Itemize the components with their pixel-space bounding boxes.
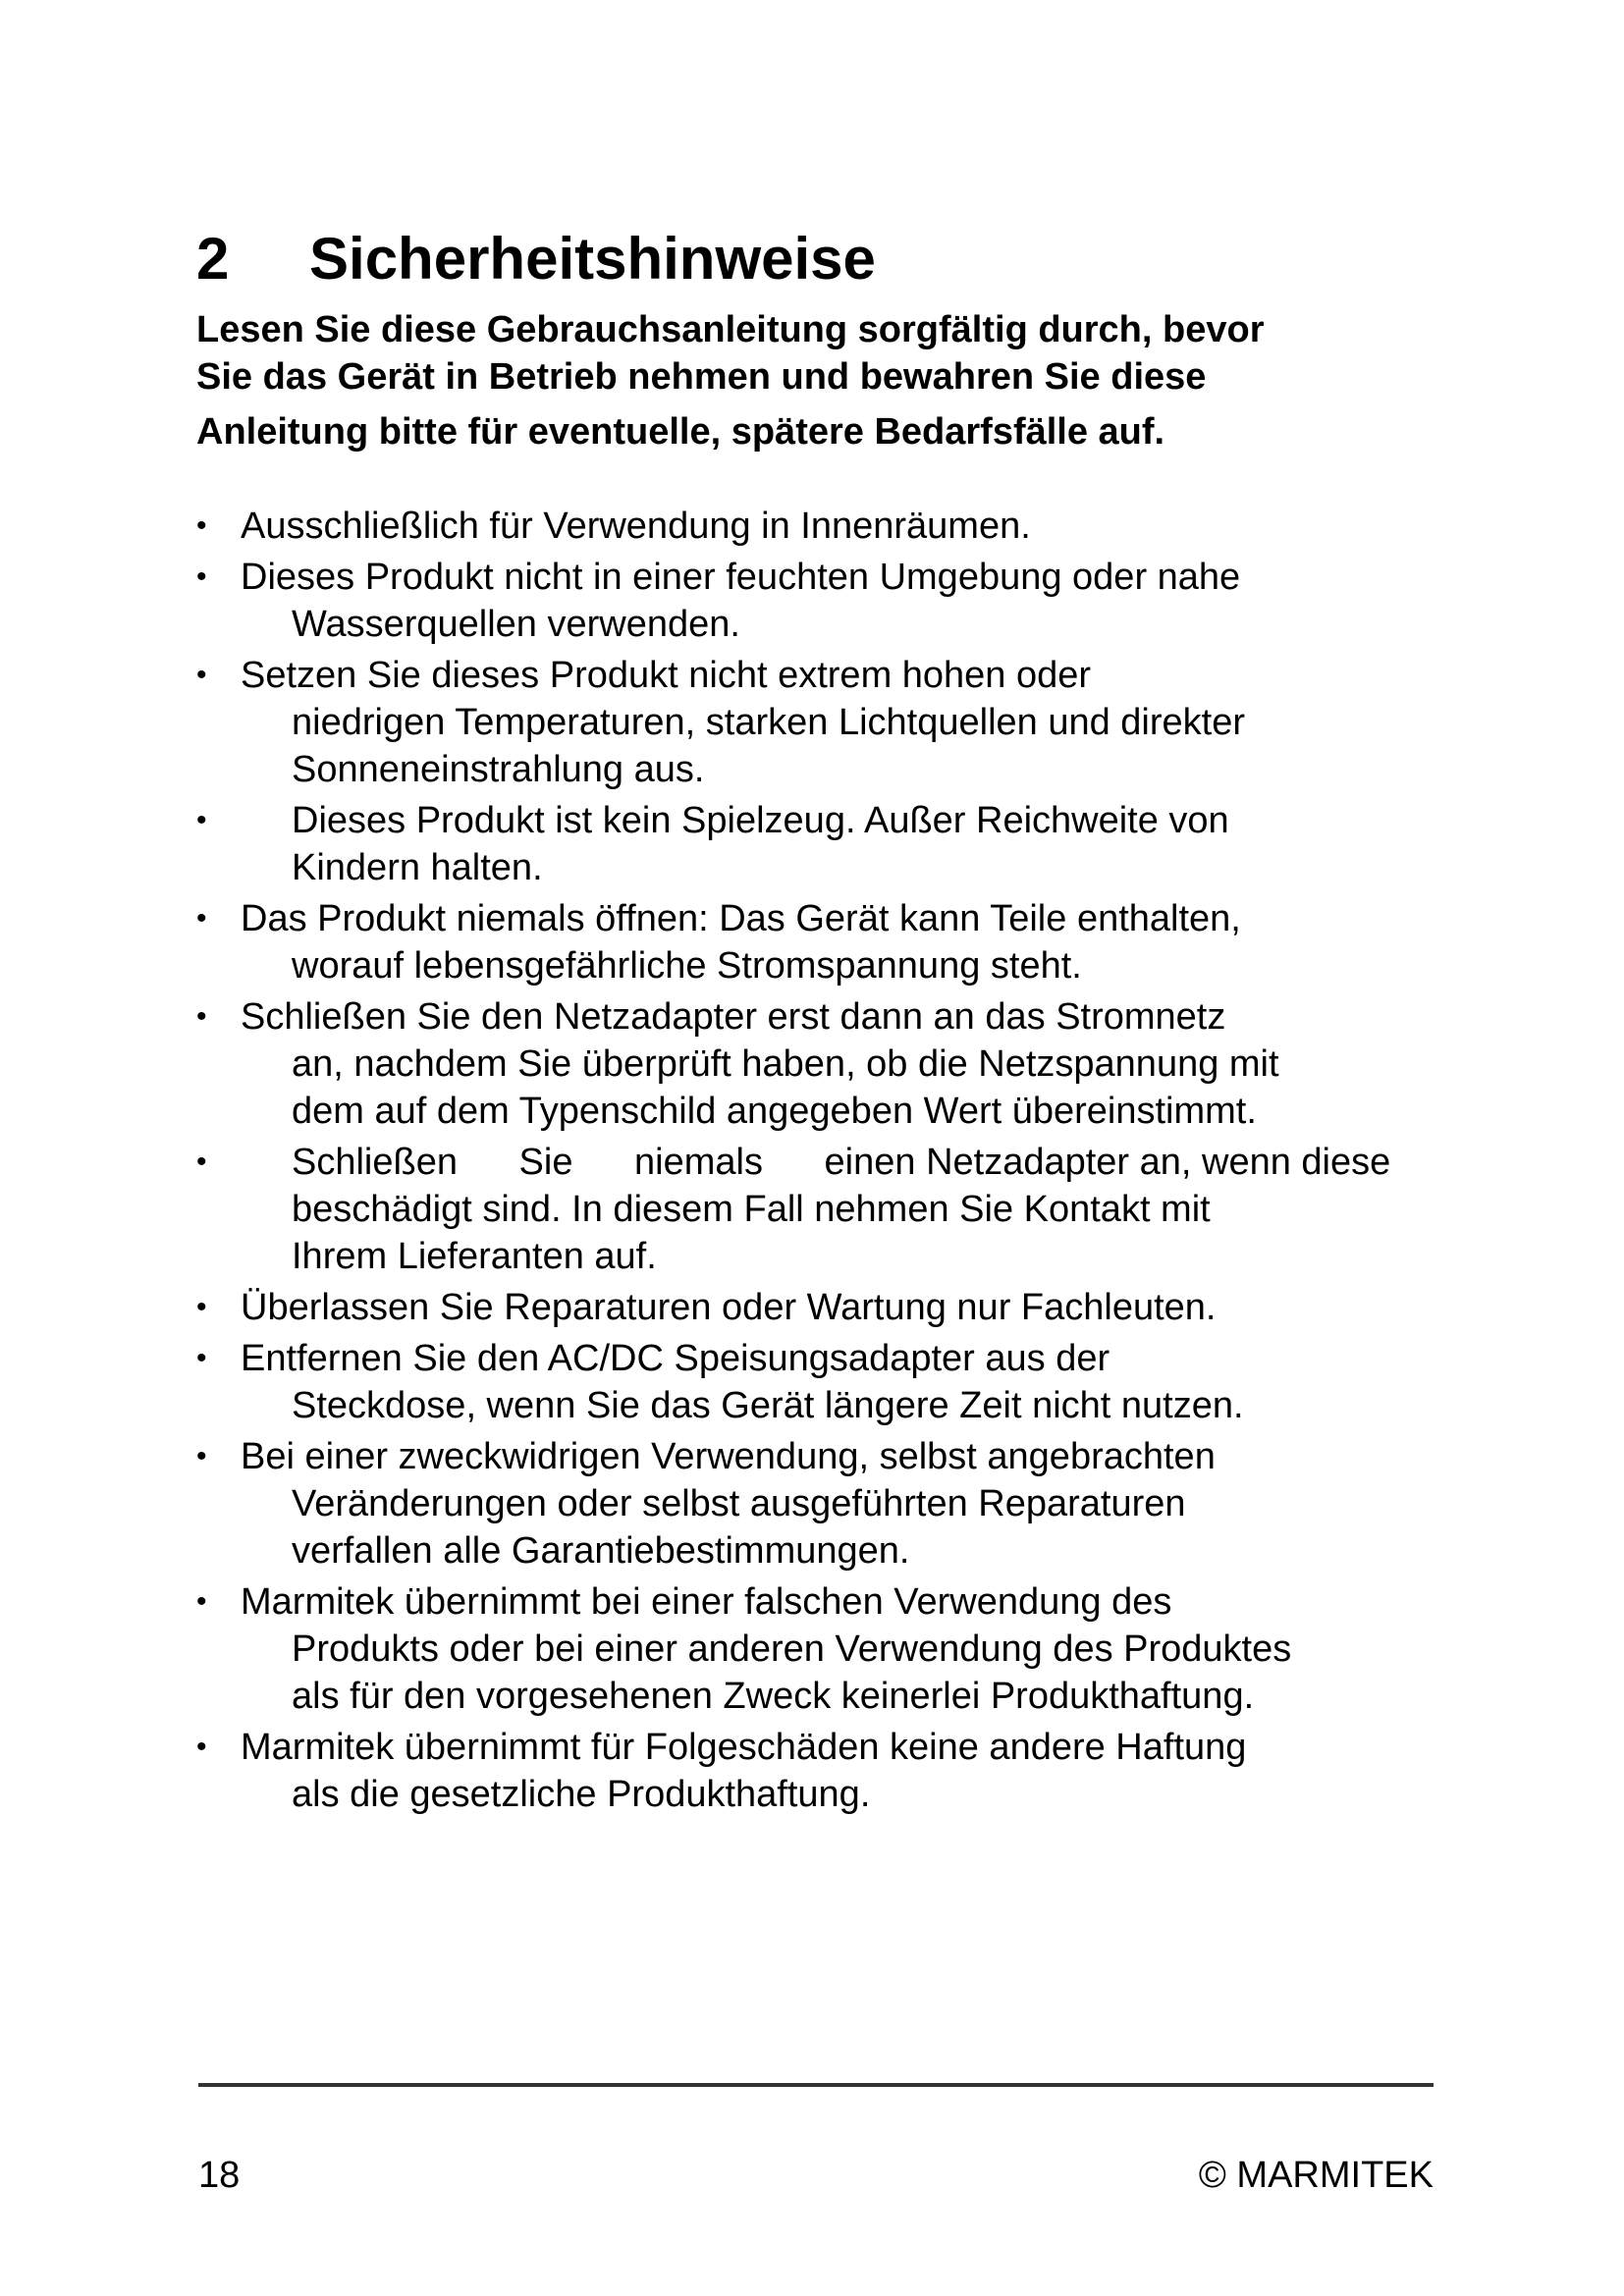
- list-item-text: Setzen Sie dieses Produkt nicht extrem hohen oder niedrigen Temperaturen, starken Lichtquellen und direkter Sonneneinstrahlung aus.: [241, 655, 1246, 790]
- list-item: [196, 1139, 1591, 1280]
- bullet-icon: •: [196, 1342, 207, 1374]
- intro-paragraph: [196, 306, 1473, 455]
- section-title: Sicherheitshinweise: [309, 226, 876, 292]
- list-item-text: Überlassen Sie Reparaturen oder Wartung nur Fachleuten.: [241, 1287, 1217, 1328]
- list-item-text: Schließen Sie niemals einen Netzadapter an, wenn diese beschädigt sind. In diesem Fall nehmen Sie Kontakt mit Ihrem Lieferanten auf.: [292, 1142, 1391, 1277]
- list-item-text: Bei einer zweckwidrigen Verwendung, selbst angebrachten Veränderungen oder selbst ausgeführten Reparaturen verfallen alle Garantiebestimmungen.: [241, 1436, 1216, 1572]
- list-item: [196, 797, 1591, 891]
- list-item-text: Schließen Sie den Netzadapter erst dann an das Stromnetz an, nachdem Sie überprüft haben, ob die Netzspannung mit dem auf dem Typenschild angegeben Wert übereinstimmt.: [241, 996, 1279, 1132]
- bullet-icon: •: [196, 1585, 207, 1618]
- bullet-icon: •: [196, 1291, 207, 1323]
- bullet-icon: •: [196, 659, 207, 691]
- intro-line: Anleitung bitte für eventuelle, spätere Bedarfsfälle auf.: [196, 411, 1165, 453]
- bullet-icon: •: [196, 804, 207, 836]
- list-item: [196, 1724, 1591, 1818]
- bullet-icon: •: [196, 1000, 207, 1033]
- list-item: [196, 652, 1591, 793]
- list-item-text: Dieses Produkt nicht in einer feuchten Umgebung oder nahe Wasserquellen verwenden.: [241, 557, 1241, 645]
- bullet-icon: •: [196, 1440, 207, 1472]
- list-item: [196, 1335, 1591, 1429]
- list-item-text: Marmitek übernimmt bei einer falschen Verwendung des Produkts oder bei einer anderen Verwendung des Produktes als für den vorgesehenen Zweck keinerlei Produkthaftung.: [241, 1581, 1292, 1717]
- list-item: [196, 503, 1591, 550]
- list-item-text: Marmitek übernimmt für Folgeschäden keine andere Haftung als die gesetzliche Produkthaftung.: [241, 1727, 1247, 1815]
- section-number: 2: [196, 226, 230, 292]
- list-item-text: Entfernen Sie den AC/DC Speisungsadapter aus der Steckdose, wenn Sie das Gerät längere Zeit nicht nutzen.: [241, 1338, 1244, 1426]
- list-item-text: Das Produkt niemals öffnen: Das Gerät kann Teile enthalten, worauf lebensgefährliche Stromspannung steht.: [241, 898, 1241, 987]
- intro-line: Sie das Gerät in Betrieb nehmen und bewahren Sie diese: [196, 356, 1207, 398]
- section-heading: [196, 220, 876, 298]
- bullet-icon: •: [196, 1731, 207, 1763]
- list-item: [196, 554, 1591, 648]
- intro-line: Lesen Sie diese Gebrauchsanleitung sorgfältig durch, bevor: [196, 309, 1265, 350]
- safety-notes-list: [196, 503, 1591, 1822]
- list-item-text: Dieses Produkt ist kein Spielzeug. Außer Reichweite von Kindern halten.: [292, 800, 1229, 888]
- list-item: [196, 1284, 1591, 1331]
- bullet-icon: •: [196, 902, 207, 934]
- list-item: [196, 1433, 1591, 1575]
- bullet-icon: •: [196, 561, 207, 593]
- page-number: 18: [198, 2155, 241, 2196]
- list-item: [196, 993, 1591, 1135]
- list-item: [196, 1578, 1591, 1720]
- list-item: [196, 895, 1591, 989]
- list-item-text: Ausschließlich für Verwendung in Innenräumen.: [241, 506, 1031, 547]
- copyright-notice: © MARMITEK: [1198, 2155, 1434, 2196]
- bullet-icon: •: [196, 509, 207, 542]
- footer-divider: [198, 2083, 1434, 2087]
- bullet-icon: •: [196, 1146, 207, 1178]
